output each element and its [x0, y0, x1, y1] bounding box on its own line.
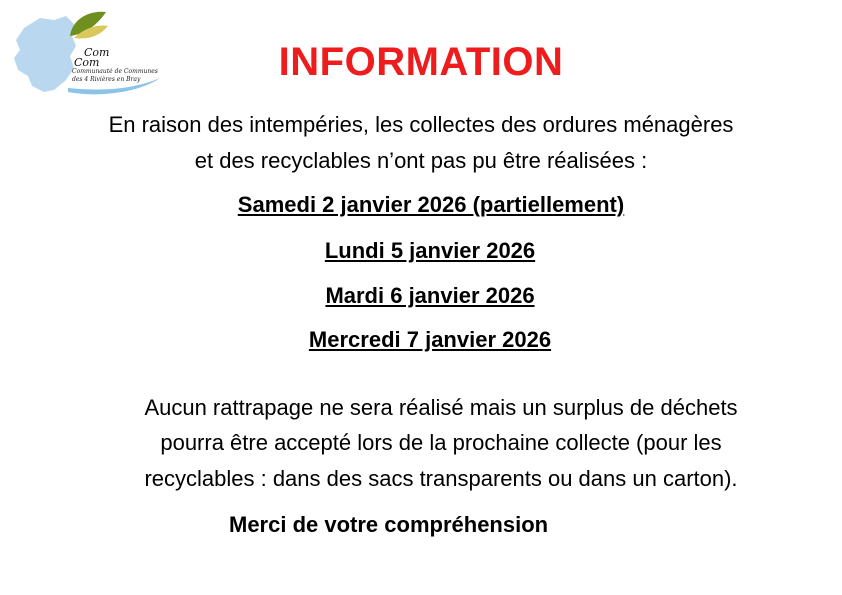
logo-org-line2: des 4 Rivières en Bray [72, 76, 141, 83]
date-tuesday: Mardi 6 janvier 2026 [325, 283, 535, 308]
logo-org-line1: Communauté de Communes [72, 68, 158, 75]
note-line-3: recyclables : dans des sacs transparents ou dans un carton). [144, 466, 738, 491]
date-wednesday: Mercredi 7 janvier 2026 [308, 327, 552, 352]
intro-line-1: En raison des intempéries, les collectes des ordures ménagères [108, 112, 734, 137]
date-monday: Lundi 5 janvier 2026 [324, 238, 536, 263]
thanks-message: Merci de votre compréhension [229, 512, 549, 537]
note-line-2: pourra être accepté lors de la prochaine collecte (pour les [160, 430, 722, 455]
date-saturday: Samedi 2 janvier 2026 (partiellement) [237, 192, 625, 217]
intro-line-2: et des recyclables n’ont pas pu être réalisées : [194, 148, 648, 173]
logo-brand-line1: Com [84, 46, 110, 59]
note-line-1: Aucun rattrapage ne sera réalisé mais un surplus de déchets [144, 395, 738, 420]
page-title: INFORMATION [278, 40, 564, 84]
logo-brand-line2: Com [74, 56, 100, 69]
